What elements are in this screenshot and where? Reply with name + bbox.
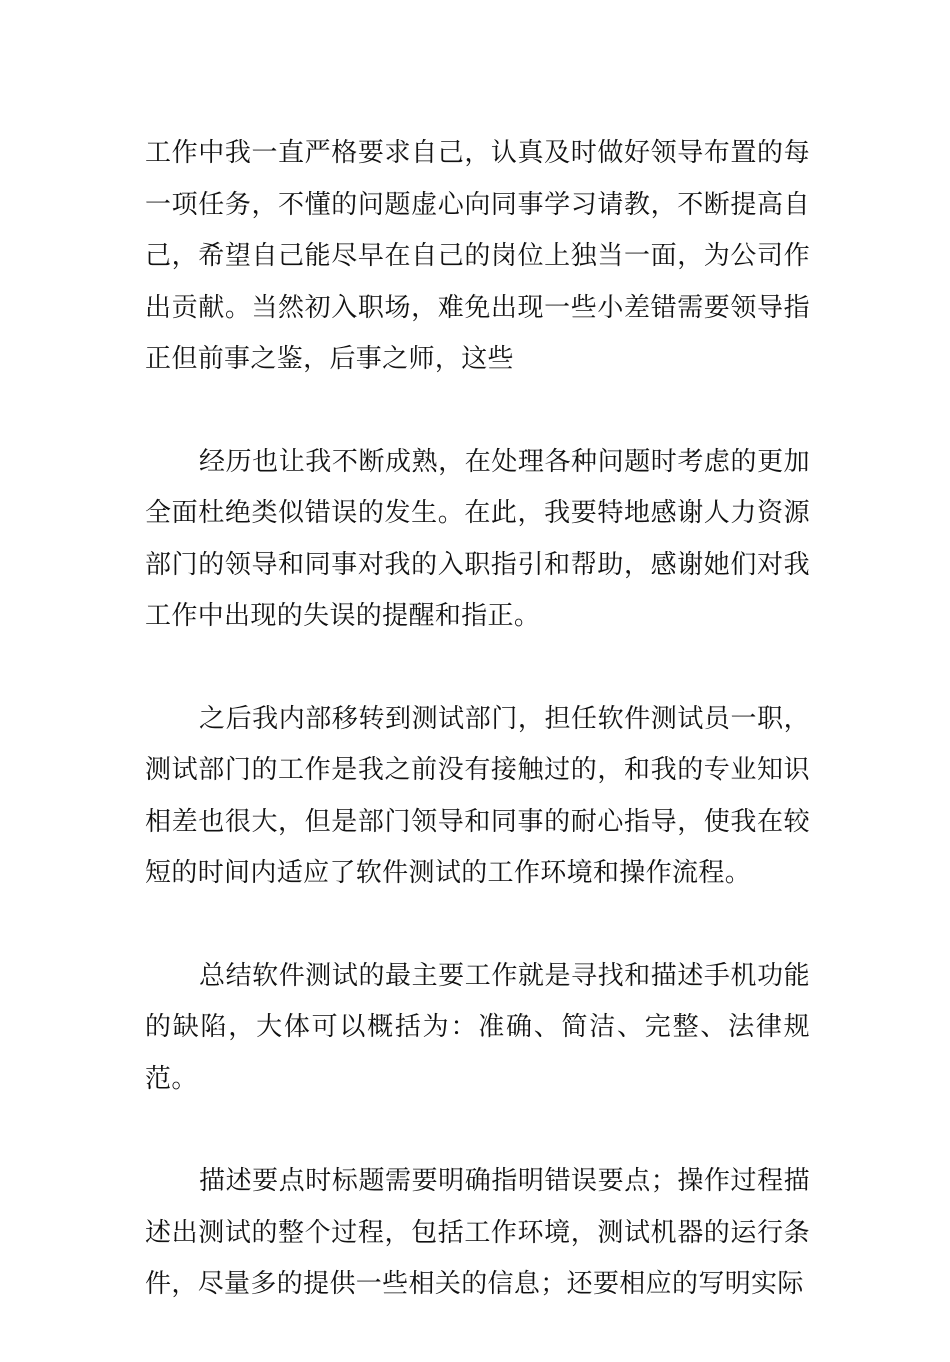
- document-page: [145, 128, 810, 1362]
- paragraph-2: 经历也让我不断成熟，在处理各种问题时考虑的更加全面杜绝类似错误的发生。在此，我要特地感谢人力资源部门的领导和同事对我的入职指引和帮助，感谢她们对我工作中出现的失误的提醒和指正。: [145, 446, 810, 631]
- paragraph-1: 工作中我一直严格要求自己，认真及时做好领导布置的每一项任务，不懂的问题虚心向同事学习请教，不断提高自己，希望自己能尽早在自己的岗位上独当一面，为公司作出贡献。当然初入职场，难免出现一些小差错需要领导指正但前事之鉴，后事之师，这些: [145, 138, 810, 374]
- paragraph-5: 描述要点时标题需要明确指明错误要点；操作过程描述出测试的整个过程，包括工作环境，测试机器的运行条件，尽量多的提供一些相关的信息；还要相应的写明实际: [145, 1166, 810, 1299]
- paragraph-4: 总结软件测试的最主要工作就是寻找和描述手机功能的缺陷，大体可以概括为：准确、简洁、完整、法律规范。: [145, 960, 810, 1094]
- paragraph-3: 之后我内部移转到测试部门，担任软件测试员一职，测试部门的工作是我之前没有接触过的，和我的专业知识相差也很大，但是部门领导和同事的耐心指导，使我在较短的时间内适应了软件测试的工作环境和操作流程。: [145, 703, 810, 888]
